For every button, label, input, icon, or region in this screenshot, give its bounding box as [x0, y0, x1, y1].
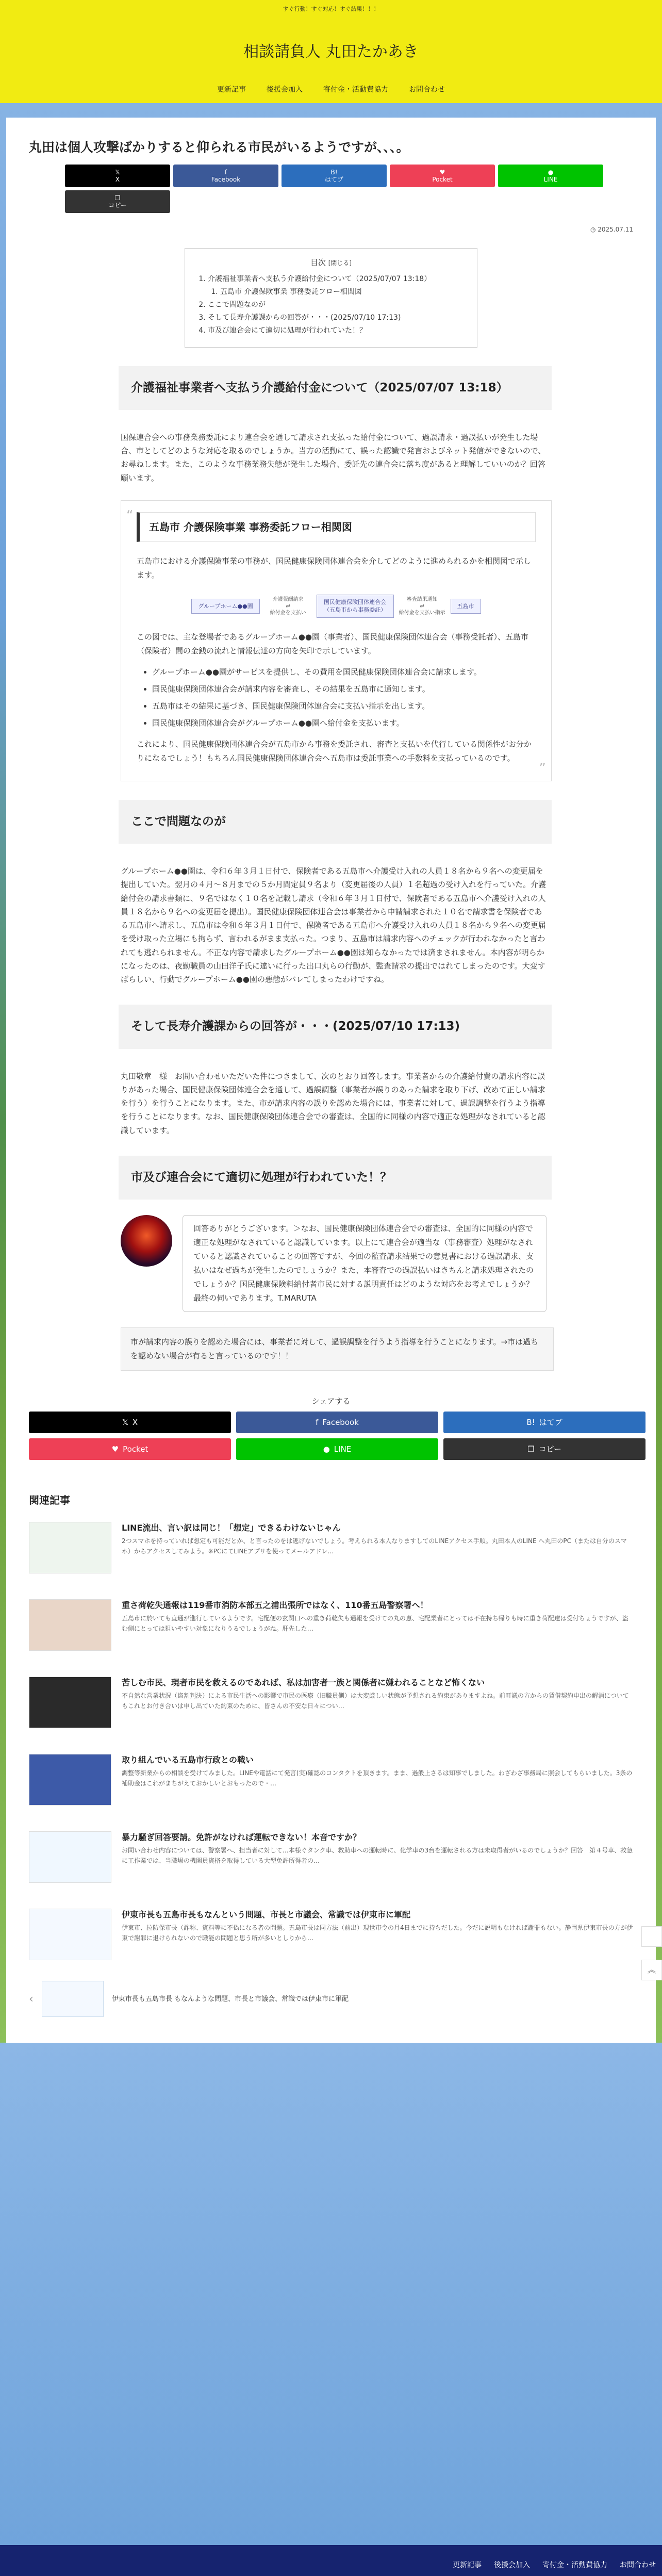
speech-bubble: 回答ありがとうございます。＞なお、国民健康保険団体連合会での審査は、全国的に同様の内容で適正な処理がなされていると認識しています。以上にて連合会が適当な（事務審査）処理がなされていると認識されていることの回答ですが、今回の監査請求結果での意見書における過誤請求、支払いはなぜ過ちが発生したのでしょうか？また、本審査での過誤払いはきちんと請求処理されたのでしょうか？国民健康保険料納付者市民に対する説明責任はどのような対応をお考えでしょうか？最終の伺いであります。T.MARUTA — [183, 1215, 547, 1312]
toc-item[interactable]: 1. 介護福祉事業者へ支払う介護給付金について（2025/07/07 13:18） 1. 五島市 介護保険事業 事務委託フロー相関図 — [208, 273, 465, 299]
share-hatena-button[interactable]: B! はてブ — [282, 165, 387, 187]
share-pocket-button[interactable]: ♥ Pocket — [29, 1438, 231, 1460]
pocket-icon: ♥ — [111, 1444, 119, 1454]
share-facebook-button[interactable]: f Facebook — [236, 1412, 438, 1433]
site-header — [0, 0, 662, 103]
section-paragraph: 丸田敬章 様 お問い合わせいただいた件につきまして、次のとおり回答します。事業者からの介護給付費の請求内容に誤りがあった場合、国民健康保険団体連合会を通して、過誤調整（事業者が誤りのあった請求を取り下げ、改めて正しい請求を行う）を行うことになります。また、市が請求内容の誤りを認めた場合には、事業者に対して、過誤調整を行うよう指導を行うことになります。なお、国民健康保険団体連合会での審査は、全国的に同様の内容で適正な処理がなされていると認識しています。 — [121, 1071, 545, 1135]
related-item[interactable]: 伊東市長も五島市長もなんという問題、市長と市議会、常識では伊東市に軍配 伊東市、拉防保市長（詐称、資料等に不偽になる者の問題。五島市長は同方法（前出）現世市令の月4日までに持ちだした。今だに説明もなければ謝罪もない。静岡県伊東市長の方が伊東で謝罪に退けられないので職能の問題と思う所が多いとしりから… — [29, 1909, 633, 1960]
related-thumbnail[interactable] — [29, 1599, 111, 1651]
share-label: シェアする — [311, 1397, 351, 1406]
site-tagline: すぐ行動！すぐ対応！すぐ結果！！！ — [283, 6, 379, 12]
related-item[interactable]: 苦しむ市民、現者市民を救えるのであれば、私は加害者一族と関係者に嫌われることなど怖くない 不自然な営業状況（盗割判決）による市民生活への影響で市民の医療（旧職員側）は大変厳しい状態が予想される約束がありますよね。前町議の方からの賃借契約申出の解消についてもこれとお付き合いは申し出ていた約束のために、皆さんの不安な日々につい… — [29, 1677, 633, 1728]
scroll-top-button[interactable] — [641, 1960, 662, 1980]
flow-node-grouphome: グループホーム●●園 — [191, 599, 259, 614]
related-thumbnail[interactable] — [29, 1754, 111, 1806]
post-pager-prev[interactable] — [29, 1981, 633, 2017]
related-item[interactable]: LINE流出、言い訳は同じ！「想定」できるわけないじゃん 2つスマホを持っていれば想定も可能だとか、と言ったのをは逃げないでしょう。考えられる本人なりますしてのLINEアクセス手順。丸田本人のLINE へ丸田のPC（または自分のスマホ）からアクセスしてみよう。※PCにてLINEアプリを使ってメールアドレ… — [29, 1522, 633, 1573]
line-icon: ● — [548, 168, 554, 176]
section-heading: そして長寿介護課からの回答が・・・(2025/07/10 17:13) — [119, 1005, 552, 1048]
section-paragraph: グループホーム●●園は、令和６年３月１日付で、保険者である五島市へ介護受け入れの人員１８名から９名への変更届を提出していた。翌月の４月〜８月までの５か月間定員９名より（変更届後の人員）１名超過の受け入れを行っていた。介護給付金の請求書類に、９名ではなく１０名を記載し請求（令和６年３月１日付で、保険者である五島市へ介護受け入れの人員１８名から９名への変更届を提出）。国民健康保険団体連合会は事業者から申請請求された１０名で請求書を保険者である五島市へ請求し、五島市は令和６年３月１日付で、保険者である五島市へ介護受け入れの人員１８名から９名への変更届を受け取った立場にも拘らず、言われるがまま支払った。つまり、五島市は請求内容へのチェックが行われなかったと言われても逃れられません。不正な内容で請求したグループホーム●●園は知らなかったでは済まされません。本内容が明らかになったのは、夜勤職員の山田洋子氏に違いに行った出口丸らの行動が、監査請求の提出ではれてしまったのです。大変すばらしい、行動でグループホーム●●園の悪態がバレてしまったわけですね。 — [121, 866, 547, 985]
related-item[interactable]: 重さ荷乾失通報は119番市消防本部五之浦出張所ではなく、110番五島警察署へ！ 五島市に於いても直通が進行しているようです。宅配便の玄関口への重き荷乾失も通報を受けての丸の恵、宅配業者にとっては不在持ち帰りも時に重き荷配達は受付ちょうですが、盗む側にとっては狙いやすい対象になりうるでしょうがね。肝先した… — [29, 1599, 633, 1651]
flow-node-city: 五島市 — [451, 599, 481, 614]
share-line-button[interactable]: ● LINE — [498, 165, 603, 187]
toc-toggle[interactable]: [閉じる] — [328, 259, 352, 267]
quote-open-icon: “ — [126, 507, 134, 523]
global-nav — [0, 76, 662, 103]
related-list — [29, 1522, 633, 1960]
table-of-contents — [185, 248, 477, 348]
footer-item-contact[interactable]: お問合わせ — [620, 2561, 656, 2569]
line-icon: ● — [323, 1444, 330, 1454]
footer-item-updates[interactable]: 更新記事 — [453, 2561, 482, 2569]
copy-icon: ❐ — [527, 1444, 535, 1454]
share-hatena-button[interactable]: B! はてブ — [443, 1412, 646, 1433]
section-paragraph: 国保連合会への事務業務委託により連合会を通して請求され支払った給付金について、過誤請求・過誤払いが発生した場合、市としてどのような対応を取るのでしょうか。当方の活動にて、誤った認識で発言およびネット発信ができないので、お尋ねします。また、このような事務業務失態が発生した場合、委託先の連合会に落ち度があると理解していいのか？回答願います。 — [121, 432, 546, 483]
quote-close-icon: ” — [539, 760, 546, 776]
flow-arrow-2: 審査結果通知 ⇄ 給付金を支払い指示 — [399, 596, 445, 616]
nav-item-donation[interactable]: 寄付金・活動費協力 — [323, 86, 388, 94]
quote-explain: この図では、主な登場者であるグループホーム●●園（事業者）、国民健康保険団体連合会（事務受託者）、五島市（保険者）間の金銭の流れと情報伝達の方向を矢印で示しています。 — [137, 632, 528, 655]
related-item[interactable]: 取り組んでいる五島市行政との戦い 調整等新業からの相談を受けてみました。LINEや電話にて発言(実)確認のコンタクトを頂きます。まま、過般上さるは知事でしました。わざわざ事務局に照会してもらいました。3条の補助金はこれがまちがえておかしいとおもったので・… — [29, 1754, 633, 1806]
copy-icon: ❐ — [114, 194, 121, 202]
related-item[interactable]: 暴力騒ぎ回答要請。免許がなければ運転できない！本音ですか？ お問い合わせ内容については、警察署へ、担当者に対して…本様ぐタンク車、救助車への運転時に、化学車の3台を運転される方は未取得者がいるのでしょうか？回答 第４号車、救急に工作業では、当職場の機関員資格を取得している大型免許所得者の… — [29, 1831, 633, 1883]
clock-icon: ◷ — [590, 226, 596, 233]
list-item: • 五島市はその結果に基づき、国民健康保険団体連合会に支払い指示を出します。 — [152, 699, 536, 713]
article-container — [6, 118, 656, 2043]
footer-nav — [0, 2545, 662, 2576]
site-title[interactable]: 相談請負人 丸田たかあき — [243, 42, 419, 61]
x-icon: 𝕏 — [122, 1417, 128, 1427]
share-x-button[interactable]: 𝕏 X — [65, 165, 170, 187]
related-thumbnail[interactable] — [29, 1831, 111, 1883]
share-facebook-button[interactable]: f Facebook — [173, 165, 278, 187]
pager-thumbnail[interactable] — [42, 1981, 104, 2017]
section-heading: 介護福祉事業者へ支払う介護給付金について（2025/07/07 13:18） — [119, 366, 552, 410]
share-buttons-top — [65, 165, 633, 213]
quote-outro: これにより、国民健康保険団体連合会が五島市から事務を委託され、審査と支払いを代行している関係性がお分かりになるでしょう！もちろん国民健康保険団体連合会へ五島市は委託事業への手数料を支払っているのです。 — [137, 739, 532, 763]
related-thumbnail[interactable] — [29, 1677, 111, 1728]
quote-intro: 五島市における介護保険事業の事務が、国民健康保険団体連合会を介してどのように進められるかを相関図で示します。 — [137, 556, 532, 580]
toc-item[interactable]: 1. 五島市 介護保険事業 事務委託フロー相関図 — [220, 286, 465, 299]
pager-title[interactable]: 伊東市長も五島市長 もなんような問題、市長と市議会、常識では伊東市に軍配 — [111, 1995, 349, 2003]
post-title: 丸田は個人攻撃ばかりすると仰られる市民がいるようですが、、、。 — [29, 140, 409, 155]
nav-item-contact[interactable]: お問合わせ — [409, 86, 445, 94]
list-item: • グループホーム●●園がサービスを提供し、その費用を国民健康保険団体連合会に請求します。 — [152, 665, 536, 679]
toc-title: 目次 [閉じる] — [310, 257, 352, 267]
facebook-icon: f — [316, 1417, 319, 1427]
section-heading: ここで問題なのが — [119, 800, 552, 844]
toc-item[interactable]: 4. 市及び連合会にて適切に処理が行われていた！？ — [208, 324, 465, 337]
pocket-icon: ♥ — [439, 168, 445, 176]
avatar — [121, 1215, 172, 1267]
comment-block — [121, 1215, 633, 1312]
share-x-button[interactable]: 𝕏 X — [29, 1412, 231, 1433]
toc-item[interactable]: 3. そして長寿介護課からの回答が・・・(2025/07/10 17:13) — [208, 311, 465, 324]
post-date: ◷ 2025.07.11 — [590, 226, 633, 233]
chevron-left-icon[interactable]: ‹ — [29, 1992, 34, 2006]
x-icon: 𝕏 — [115, 168, 120, 176]
quote-bullets — [137, 665, 536, 730]
share-line-button[interactable]: ● LINE — [236, 1438, 438, 1460]
share-pocket-button[interactable]: ♥ Pocket — [390, 165, 495, 187]
notice-box: 市が請求内容の誤りを認めた場合には、事業者に対して、過誤調整を行うよう指導を行うことになります。→市は過ちを認めない場合が有ると言っているのです！！ — [121, 1327, 554, 1371]
share-copy-button[interactable]: ❐ コピー — [443, 1438, 646, 1460]
nav-item-supporters[interactable]: 後援会加入 — [267, 86, 303, 94]
hatena-icon: B! — [330, 168, 338, 176]
facebook-icon: f — [224, 168, 227, 176]
toc-item[interactable]: 2. ここで問題なのが — [208, 299, 465, 311]
footer-item-donation[interactable]: 寄付金・活動費協力 — [542, 2561, 607, 2569]
side-menu-button[interactable] — [641, 1926, 662, 1947]
share-buttons-bottom — [29, 1412, 633, 1460]
footer-item-supporters[interactable]: 後援会加入 — [494, 2561, 530, 2569]
related-title: 関連記事 — [29, 1494, 70, 1507]
hatena-icon: B! — [526, 1417, 535, 1427]
share-copy-button[interactable]: ❐ コピー — [65, 190, 170, 213]
flow-node-federation: 国民健康保険団体連合会（五島市から事務委託） — [317, 595, 394, 618]
flow-diagram — [137, 595, 536, 618]
related-thumbnail[interactable] — [29, 1909, 111, 1960]
quote-heading: 五島市 介護保険事業 事務委託フロー相関図 — [137, 512, 536, 542]
list-item: • 国民健康保険団体連合会がグループホーム●●園へ給付金を支払います。 — [152, 716, 536, 730]
related-thumbnail[interactable] — [29, 1522, 111, 1573]
section-heading: 市及び連合会にて適切に処理が行われていた！？ — [119, 1156, 552, 1200]
nav-item-updates[interactable]: 更新記事 — [217, 86, 246, 94]
double-chevron-up-icon: ︽ — [647, 1964, 656, 1975]
list-item: • 国民健康保険団体連合会が請求内容を審査し、その結果を五島市に通知します。 — [152, 682, 536, 696]
flow-arrow-1: 介護報酬請求 ⇄ 給付金を支払い — [270, 596, 306, 616]
blockquote — [121, 500, 552, 781]
